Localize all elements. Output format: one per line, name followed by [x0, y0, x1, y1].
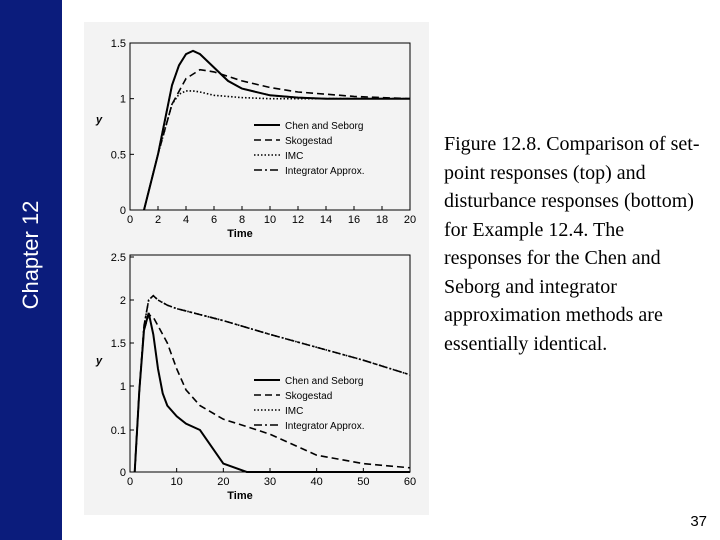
- series-line-integrator-approx-: [144, 51, 410, 210]
- x-tick-label: 0: [126, 214, 134, 226]
- y-tick-label: 0: [119, 205, 126, 217]
- series-line-chen-and-seborg: [144, 51, 410, 210]
- x-tick-label: 20: [217, 476, 230, 488]
- x-tick-label: 14: [319, 214, 333, 226]
- series-line-imc: [135, 296, 410, 472]
- y-tick-label: 1: [119, 381, 126, 393]
- page-number: 37: [690, 513, 707, 530]
- x-tick-label: 0: [126, 476, 134, 488]
- y-tick-label: 1.5: [110, 338, 126, 350]
- chapter-label: Chapter 12: [18, 200, 43, 310]
- x-axis-label: Time: [227, 490, 253, 502]
- x-tick-label: 50: [357, 476, 370, 488]
- legend-label: Skogestad: [285, 136, 333, 147]
- y-axis-label: y: [96, 114, 103, 126]
- x-axis-label: Time: [227, 228, 253, 240]
- x-tick-label: 4: [182, 214, 190, 226]
- y-tick-label: 2.5: [110, 252, 126, 264]
- chapter-sidebar: [0, 0, 62, 540]
- x-tick-label: 16: [347, 214, 361, 226]
- series-line-imc: [144, 91, 410, 210]
- plot-frame: [130, 255, 410, 472]
- x-tick-label: 60: [403, 476, 417, 488]
- legend-label: Skogestad: [285, 391, 333, 402]
- y-tick-label: 0.5: [110, 149, 126, 162]
- x-tick-label: 40: [310, 476, 323, 488]
- series-line-integrator-approx-: [135, 296, 410, 472]
- x-tick-label: 2: [154, 214, 162, 226]
- x-tick-label: 30: [263, 476, 277, 488]
- legend-label: IMC: [285, 406, 304, 417]
- plot-frame: [130, 43, 410, 210]
- response-charts: [84, 22, 429, 515]
- series-line-chen-and-seborg: [135, 313, 410, 472]
- y-tick-label: 0: [119, 467, 126, 479]
- legend-label: Chen and Seborg: [285, 121, 364, 132]
- legend-label: IMC: [285, 151, 304, 162]
- figure-caption: Figure 12.8. Comparison of set-point responses (top) and disturbance responses (bottom) for Example 12.4. The responses for the Chen and Seborg and integrator approximation methods are essentially identical.: [444, 133, 700, 355]
- y-tick-label: 1: [119, 93, 126, 106]
- x-tick-label: 8: [238, 214, 246, 226]
- legend-label: Integrator Approx.: [285, 421, 365, 432]
- x-tick-label: 12: [291, 214, 305, 226]
- y-tick-label: 1.5: [110, 38, 126, 50]
- y-tick-label: 2: [119, 295, 126, 307]
- x-tick-label: 18: [375, 214, 389, 226]
- series-line-skogestad: [135, 315, 410, 472]
- x-tick-label: 6: [210, 214, 218, 226]
- legend-label: Integrator Approx.: [285, 166, 365, 177]
- y-axis-label: y: [96, 355, 103, 367]
- x-tick-label: 20: [403, 214, 417, 226]
- legend-label: Chen and Seborg: [285, 376, 364, 387]
- x-tick-label: 10: [170, 476, 183, 488]
- x-tick-label: 10: [263, 214, 277, 226]
- figure-image: [84, 22, 429, 515]
- y-tick-label: 0.1: [110, 425, 126, 437]
